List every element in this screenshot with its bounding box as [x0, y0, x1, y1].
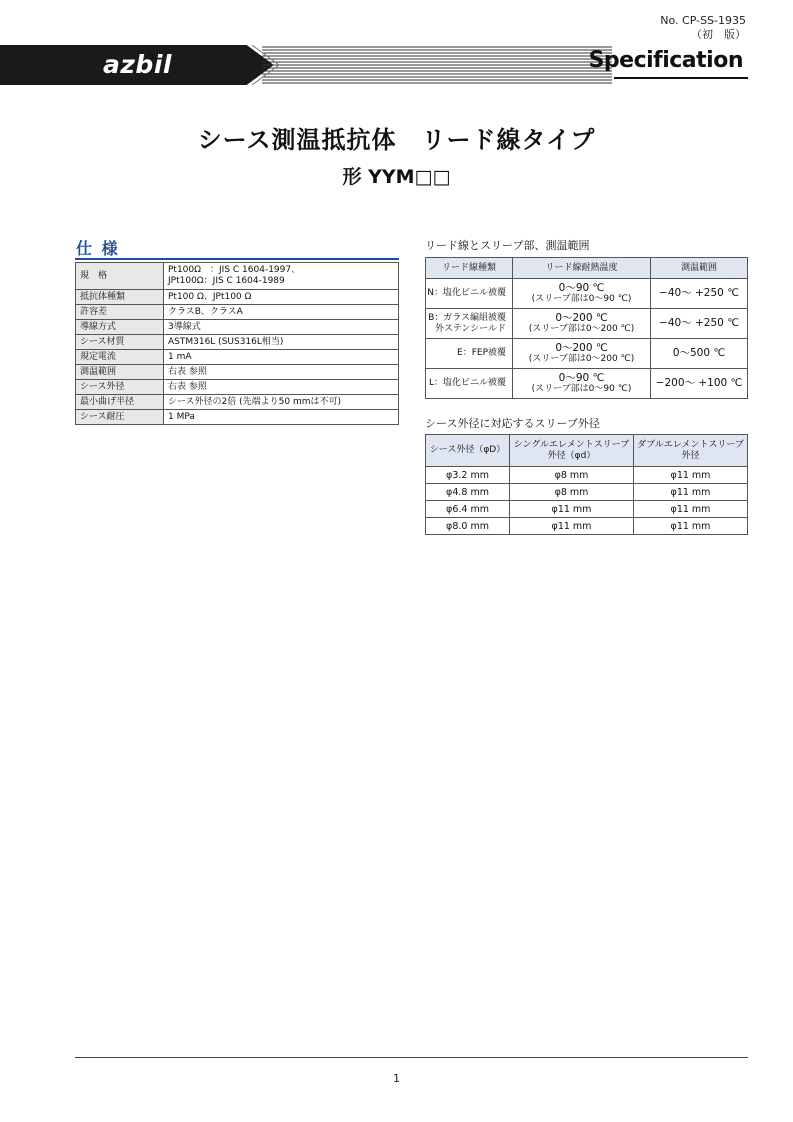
- spec-key: シース外径: [76, 380, 164, 395]
- spec-value: Pt100 Ω、JPt100 Ω: [164, 290, 399, 305]
- sheath-diameter-cell: φ3.2 mm: [426, 467, 510, 484]
- double-sleeve-cell: φ11 mm: [634, 467, 748, 484]
- spec-value: ASTM316L (SUS316L相当): [164, 335, 399, 350]
- spec-key: 規定電流: [76, 350, 164, 365]
- sheath-diameter-cell: φ8.0 mm: [426, 518, 510, 535]
- lead-type-cell: [426, 279, 513, 309]
- spec-value-line: JPt100Ω：JIS C 1604-1989: [168, 276, 285, 286]
- spec-value: 3導線式: [164, 320, 399, 335]
- temp-line: 0〜200 ℃: [555, 341, 608, 354]
- table-row: [76, 290, 399, 305]
- table-row: [76, 305, 399, 320]
- temp-note-line: (スリーブ部は0〜90 ℃): [531, 293, 632, 304]
- sleeve-diameter-table: [425, 434, 748, 535]
- spec-section-rule: [75, 258, 399, 260]
- sleeve-table-caption: シース外径に対応するスリーブ外径: [425, 417, 600, 430]
- sheath-diameter-cell: φ6.4 mm: [426, 501, 510, 518]
- column-header-line: 外径（φd）: [547, 450, 596, 461]
- lead-type-line: N：塩化ビニル被覆: [427, 288, 506, 298]
- temp-note-line: (スリーブ部は0〜200 ℃): [528, 353, 635, 364]
- single-sleeve-cell: φ8 mm: [510, 484, 634, 501]
- spec-value: [164, 263, 399, 290]
- single-sleeve-cell: φ11 mm: [510, 518, 634, 535]
- table-row: [426, 501, 748, 518]
- column-header-line: シングルエレメントスリーブ: [513, 439, 630, 450]
- lead-type-line: 外ステンシールド: [435, 323, 506, 334]
- table-header-row: [426, 258, 748, 279]
- lead-wire-table: [425, 257, 748, 399]
- table-row: [76, 365, 399, 380]
- spec-table: [75, 262, 399, 425]
- column-header: 測温範囲: [651, 258, 748, 279]
- lead-table-caption: リード線とスリーブ部、測温範囲: [425, 239, 590, 252]
- table-row: [426, 467, 748, 484]
- column-header-line: ダブルエレメントスリーブ: [637, 439, 744, 450]
- document-number-block: [660, 14, 746, 42]
- measure-range-cell: −40〜 +250 ℃: [651, 309, 748, 339]
- column-header: [634, 435, 748, 467]
- table-row: [76, 380, 399, 395]
- temp-note-line: (スリーブ部は0〜90 ℃): [531, 383, 632, 394]
- column-header: リード線耐熱温度: [513, 258, 651, 279]
- column-header-line: シース外径（φD）: [429, 445, 506, 455]
- specification-label: Specification: [588, 48, 743, 73]
- table-row: [426, 279, 748, 309]
- column-header: リード線種類: [426, 258, 513, 279]
- lead-temp-cell: [513, 369, 651, 399]
- spec-key: 測温範囲: [76, 365, 164, 380]
- spec-value: シース外径の2倍 (先端より50 mmは不可): [164, 395, 399, 410]
- specification-underline: [614, 77, 748, 79]
- single-sleeve-cell: φ11 mm: [510, 501, 634, 518]
- edition-label: （初 版）: [691, 28, 746, 41]
- single-sleeve-cell: φ8 mm: [510, 467, 634, 484]
- temp-line: 0〜90 ℃: [558, 371, 605, 384]
- table-row: [76, 350, 399, 365]
- column-header-line: 外径: [681, 450, 700, 461]
- temp-line: 0〜200 ℃: [555, 311, 608, 324]
- column-header: [426, 435, 510, 467]
- spec-key: 許容差: [76, 305, 164, 320]
- spec-key: 最小曲げ半径: [76, 395, 164, 410]
- table-row: [76, 263, 399, 290]
- double-sleeve-cell: φ11 mm: [634, 518, 748, 535]
- table-header-row: [426, 435, 748, 467]
- model-code: 形 YYM□□: [342, 166, 451, 188]
- sheath-diameter-cell: φ4.8 mm: [426, 484, 510, 501]
- spec-key: 抵抗体種類: [76, 290, 164, 305]
- temp-line: 0〜90 ℃: [558, 281, 605, 294]
- spec-value: 1 MPa: [164, 410, 399, 425]
- column-header: [510, 435, 634, 467]
- spec-key: 導線方式: [76, 320, 164, 335]
- lead-type-line: B：ガラス編組被覆: [428, 312, 506, 323]
- measure-range-cell: −40〜 +250 ℃: [651, 279, 748, 309]
- spec-key: シース耐圧: [76, 410, 164, 425]
- spec-value: 右表 参照: [164, 365, 399, 380]
- footer-rule: [75, 1057, 748, 1058]
- lead-type-line: E：FEP被覆: [457, 348, 506, 358]
- table-row: [426, 309, 748, 339]
- spec-value: 1 mA: [164, 350, 399, 365]
- spec-value-line: Pt100Ω ：JIS C 1604-1997、: [168, 265, 301, 275]
- temp-note-line: (スリーブ部は0〜200 ℃): [528, 323, 635, 334]
- table-row: [76, 320, 399, 335]
- table-row: [426, 339, 748, 369]
- lead-type-cell: [426, 339, 513, 369]
- table-row: [426, 518, 748, 535]
- double-sleeve-cell: φ11 mm: [634, 501, 748, 518]
- table-row: [426, 484, 748, 501]
- azbil-logo: azbil: [103, 50, 172, 79]
- table-row: [76, 335, 399, 350]
- double-sleeve-cell: φ11 mm: [634, 484, 748, 501]
- lead-type-line: L：塩化ビニル被覆: [428, 378, 506, 388]
- measure-range-cell: 0〜500 ℃: [651, 339, 748, 369]
- lead-temp-cell: [513, 339, 651, 369]
- lead-temp-cell: [513, 279, 651, 309]
- spec-key: シース材質: [76, 335, 164, 350]
- spec-value: クラスB、クラスA: [164, 305, 399, 320]
- spec-key: 規 格: [76, 263, 164, 290]
- spec-value: 右表 参照: [164, 380, 399, 395]
- table-row: [76, 410, 399, 425]
- lead-type-cell: [426, 369, 513, 399]
- page-number: 1: [393, 1072, 400, 1085]
- document-number: No. CP-SS-1935: [660, 14, 746, 27]
- lead-temp-cell: [513, 309, 651, 339]
- table-row: [76, 395, 399, 410]
- lead-type-cell: [426, 309, 513, 339]
- page-title: シース測温抵抗体 リード線タイプ: [197, 126, 596, 154]
- measure-range-cell: −200〜 +100 ℃: [651, 369, 748, 399]
- spec-section-heading: 仕 様: [76, 239, 120, 258]
- table-row: [426, 369, 748, 399]
